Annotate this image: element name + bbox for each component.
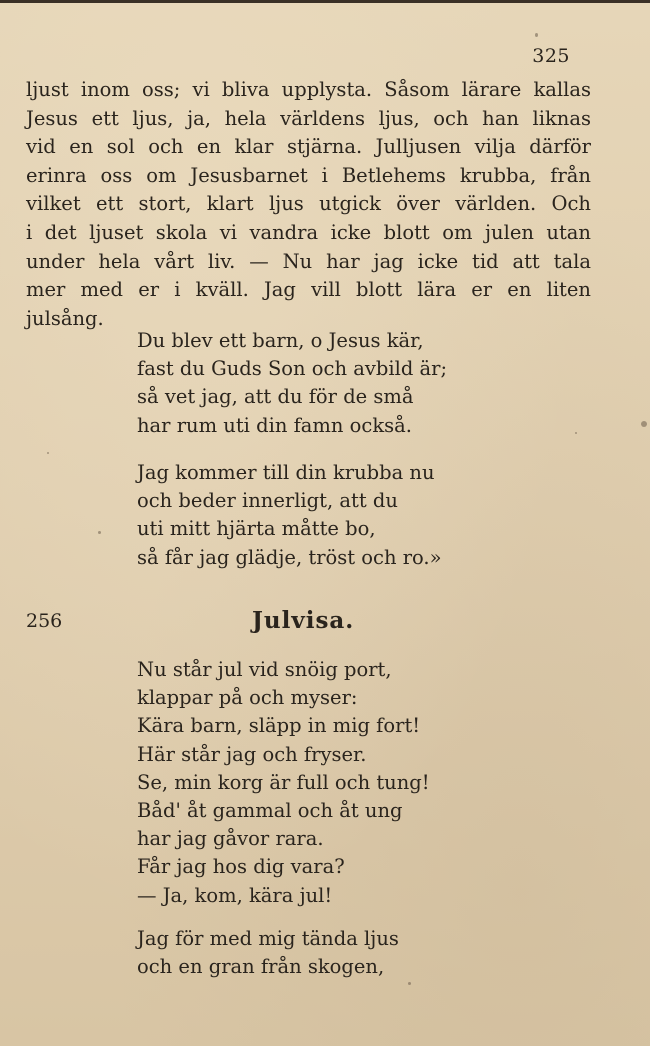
verse-line: — Ja, kom, kära jul! xyxy=(137,883,333,907)
prose-line: vid en sol och en klar stjärna. Julljusen vilja därför xyxy=(26,135,591,159)
verse-line: klappar på och myser: xyxy=(137,686,358,710)
prose-paragraph xyxy=(26,76,591,333)
poem-stanza-2 xyxy=(137,459,442,572)
prose-line: mer med er i kväll. Jag vill blott lära er en liten xyxy=(26,278,591,302)
verse-line: och en gran från skogen, xyxy=(137,955,385,979)
print-speck xyxy=(535,33,538,37)
verse-line: så får jag glädje, tröst och ro.» xyxy=(137,545,442,569)
prose-line: ljust inom oss; vi bliva upplysta. Såsom lärare kallas xyxy=(26,78,591,101)
prose-line: i det ljuset skola vi vandra icke blott om julen utan xyxy=(26,220,591,244)
page-top-edge xyxy=(0,0,650,3)
print-speck xyxy=(575,432,577,434)
verse-line: fast du Guds Son och avbild är; xyxy=(137,357,448,381)
print-speck xyxy=(98,531,101,534)
prose-line: vilket ett stort, klart ljus utgick över världen. Och xyxy=(26,192,591,216)
verse-line: Se, min korg är full och tung! xyxy=(137,770,430,794)
song-stanza-1 xyxy=(137,656,430,910)
prose-line: under hela vårt liv. — Nu har jag icke tid att tala xyxy=(26,249,591,273)
page-number: 325 xyxy=(532,45,570,67)
verse-line: Jag för med mig tända ljus xyxy=(137,927,399,950)
verse-line: uti mitt hjärta måtte bo, xyxy=(137,517,376,541)
prose-line: julsång. xyxy=(26,306,104,330)
verse-line: Nu står jul vid snöig port, xyxy=(137,658,392,681)
prose-line: Jesus ett ljus, ja, hela världens ljus, och han liknas xyxy=(26,106,591,130)
verse-line: Kära barn, släpp in mig fort! xyxy=(137,714,421,738)
prose-line: erinra oss om Jesusbarnet i Betlehems krubba, från xyxy=(26,163,591,187)
verse-line: så vet jag, att du för de små xyxy=(137,385,414,409)
verse-line: Båd' åt gammal och åt ung xyxy=(137,799,403,823)
verse-line: och beder innerligt, att du xyxy=(137,489,398,513)
verse-line: Du blev ett barn, o Jesus kär, xyxy=(137,329,424,352)
poem-stanza-1 xyxy=(137,327,447,440)
verse-line: Jag kommer till din krubba nu xyxy=(137,461,435,484)
print-speck xyxy=(408,982,411,985)
song-number: 256 xyxy=(26,610,63,632)
verse-line: har rum uti din famn också. xyxy=(137,413,412,437)
print-speck xyxy=(641,421,647,427)
song-title: Julvisa. xyxy=(252,607,355,634)
print-speck xyxy=(47,452,49,454)
verse-line: Får jag hos dig vara? xyxy=(137,855,345,879)
song-stanza-2 xyxy=(137,925,399,981)
verse-line: har jag gåvor rara. xyxy=(137,827,324,851)
verse-line: Här står jag och fryser. xyxy=(137,742,367,766)
